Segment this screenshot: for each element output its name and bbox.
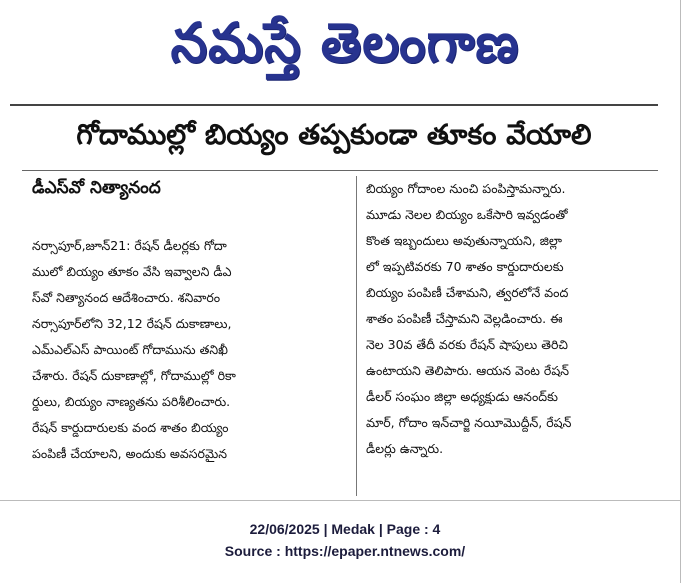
body-line: కొంత ఇబ్బందులు అవుతున్నాయని, జిల్లా (366, 233, 562, 248)
body-line: చేశారు. రేషన్ దుకాణాల్లో, గోదాముల్లో రికా (32, 368, 236, 383)
body-line: పంపిణీ చేయాలని, అందుకు అవసరమైన (32, 446, 227, 461)
body-line: స్‌వో నిత్యానంద ఆదేశించారు. శనివారం (32, 290, 221, 305)
body-line: నెల 30వ తేదీ వరకు రేషన్ షాపులు తెరిచి (366, 337, 568, 352)
clipping-frame-right (680, 0, 681, 583)
body-line: ఉంటాయని తెలిపారు. ఆయన వెంట రేషన్ (366, 363, 570, 378)
source-url: Source : https://epaper.ntnews.com/ (224, 543, 466, 559)
column-divider (356, 176, 357, 496)
body-line: డీలర్ సంఘం జిల్లా అధ్యక్షుడు ఆనంద్‌కు (366, 389, 558, 404)
body-line: రేషన్ కార్డుదారులకు వంద శాతం బియ్యం (32, 420, 229, 435)
body-line: ర్డులు, బియ్యం నాణ్యతను పరిశీలించారు. (32, 394, 231, 409)
clipping-frame-bottom (0, 500, 681, 501)
article-headline (10, 110, 658, 166)
masthead (0, 0, 690, 100)
body-line: డీలర్లు ఉన్నారు. (366, 441, 444, 456)
masthead-divider (10, 104, 658, 106)
article-byline: డీఎస్‌వో నిత్యానంద (32, 178, 161, 198)
date-edition-page: 22/06/2025 | Medak | Page : 4 (249, 521, 441, 537)
body-line: నర్సాపూర్,జూన్21: రేషన్ డీలర్లకు గోదా (32, 238, 227, 253)
body-line: నర్సాపూర్‌లోని 32,12 రేషన్ దుకాణాలు, (32, 316, 232, 331)
body-line: శాతం పంపిణీ చేస్తామని వెల్లడించారు. ఈ (366, 311, 563, 326)
body-line: మార్, గోదాం ఇన్‌చార్జి నయీమొద్దీన్, రేషన్ (366, 415, 572, 430)
article-left-column (32, 233, 236, 467)
article-right-column (366, 176, 571, 462)
body-line: ములో బియ్యం తూకం వేసి ఇవ్వాలని డీఎ (32, 264, 232, 279)
headline-divider (22, 170, 658, 171)
body-line: లో ఇప్పటివరకు 70 శాతం కార్డుదారులకు (366, 259, 564, 274)
body-line: ఎమ్‌ఎల్‌ఎస్ పాయింట్ గోదామును తనిఖీ (32, 342, 228, 357)
body-line: బియ్యం పంపిణీ చేశామని, త్వరలోనే వంద (366, 285, 569, 300)
source-footer (0, 518, 690, 562)
body-line: బియ్యం గోదాంల నుంచి పంపిస్తామన్నారు. (366, 181, 566, 196)
body-line: మూడు నెలల బియ్యం ఒకేసారి ఇవ్వడంతో (366, 207, 568, 222)
headline-text: గోదాముల్లో బియ్యం తప్పకుండా తూకం వేయాలి (76, 118, 592, 151)
newspaper-logo: నమస్తే తెలంగాణ (170, 11, 520, 75)
